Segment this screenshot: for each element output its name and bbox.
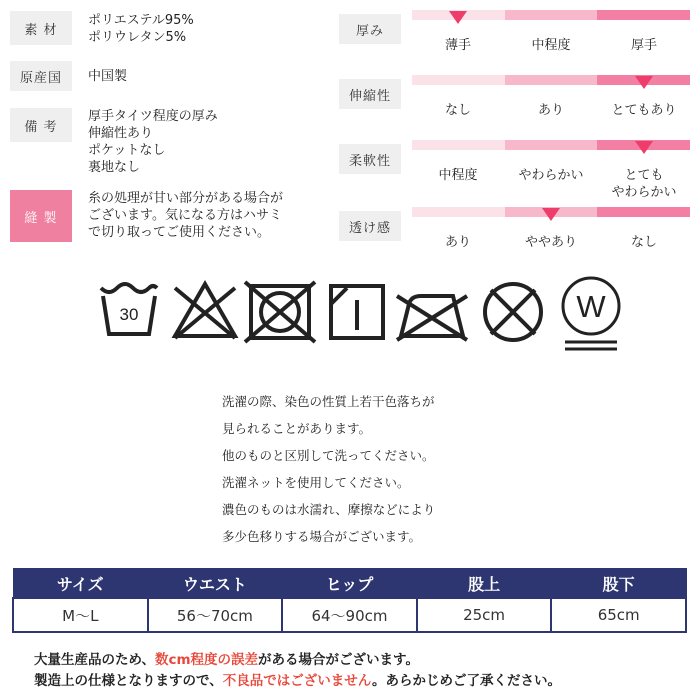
scale-label: 透け感 bbox=[339, 211, 401, 241]
scale-marker-icon bbox=[542, 208, 560, 221]
scale-bar-segment bbox=[597, 10, 690, 20]
care-note: 濃色のものは水濡れ、摩擦などにより bbox=[222, 502, 436, 517]
spec-line: 厚手タイツ程度の厚み bbox=[88, 109, 218, 124]
cell-size: M〜L bbox=[13, 598, 148, 632]
spec-line: ポリウレタン5% bbox=[88, 30, 187, 45]
spec-value-origin bbox=[88, 68, 127, 85]
care-note: 他のものと区別して洗ってください。 bbox=[222, 448, 435, 463]
disclaimer-text: 。あらかじめご了承ください。 bbox=[372, 673, 562, 689]
disclaimer-highlight: 不良品ではございません bbox=[222, 673, 373, 689]
scale-option: 厚手 bbox=[630, 38, 657, 53]
scale-bar-segment bbox=[505, 10, 598, 20]
disclaimer-highlight: 数cm程度の誤差 bbox=[154, 652, 259, 668]
spec-line: ポリエステル95% bbox=[88, 13, 194, 28]
scale-bar-segment bbox=[597, 207, 690, 217]
disclaimer-text: 製造上の仕様となりますので、 bbox=[34, 673, 223, 689]
spec-line: 裏地なし bbox=[88, 160, 141, 175]
wash-temp-label: 30 bbox=[119, 305, 139, 324]
scale-bar-segment bbox=[505, 75, 598, 85]
care-note: 洗濯の際、染色の性質上若干色落ちが bbox=[222, 394, 435, 409]
care-note: 多少色移りする場合がございます。 bbox=[222, 529, 422, 544]
scale-marker-icon bbox=[449, 11, 467, 24]
scale-bar-segment bbox=[412, 75, 505, 85]
wet-clean-icon bbox=[563, 278, 619, 349]
spec-line: 糸の処理が甘い部分がある場合が bbox=[88, 191, 284, 206]
scale-bar-segment bbox=[412, 140, 505, 150]
care-icons-row bbox=[95, 274, 635, 356]
scale-option: なし bbox=[444, 103, 471, 118]
care-notes bbox=[222, 388, 435, 550]
scale-label: 厚み bbox=[339, 14, 401, 44]
size-table-header bbox=[13, 569, 686, 599]
scale-option: 中程度 bbox=[531, 38, 571, 53]
no-bleach-icon bbox=[175, 284, 235, 338]
spec-line: 伸縮性あり bbox=[88, 126, 154, 141]
no-tumble-dry-icon bbox=[245, 282, 315, 342]
scale-option: あり bbox=[444, 235, 471, 250]
size-table bbox=[12, 568, 687, 633]
spec-value-material bbox=[88, 12, 194, 46]
cell-hip: 64〜90cm bbox=[282, 598, 417, 632]
header-hip: ヒップ bbox=[282, 569, 417, 599]
table-row bbox=[13, 598, 686, 632]
scale-marker-icon bbox=[635, 141, 653, 154]
no-dryclean-icon bbox=[485, 284, 541, 340]
scale-option: なし bbox=[630, 235, 657, 250]
wet-clean-letter: W bbox=[576, 289, 606, 324]
scale-label: 柔軟性 bbox=[339, 144, 401, 174]
cell-inseam: 65cm bbox=[551, 598, 686, 632]
disclaimer-line-1 bbox=[34, 648, 419, 668]
scale-marker-icon bbox=[635, 76, 653, 89]
scale-option: 中程度 bbox=[438, 168, 478, 183]
disclaimer-text: がある場合がございます。 bbox=[258, 652, 419, 668]
cell-waist: 56〜70cm bbox=[148, 598, 283, 632]
spec-label-material: 素 材 bbox=[10, 11, 72, 45]
spec-label-sewing: 縫 製 bbox=[10, 190, 72, 242]
disclaimer-line-2 bbox=[34, 669, 561, 689]
scale-option: あり bbox=[537, 103, 564, 118]
scale-option: ややあり bbox=[524, 235, 577, 250]
scale-option: 薄手 bbox=[444, 38, 471, 53]
scale-option: とてもあり bbox=[611, 103, 677, 118]
line-dry-shade-icon bbox=[331, 286, 383, 338]
spec-label-notes: 備 考 bbox=[10, 108, 72, 142]
scale-bar-segment bbox=[505, 140, 598, 150]
header-waist: ウエスト bbox=[148, 569, 283, 599]
care-note: 洗濯ネットを使用してください。 bbox=[222, 475, 410, 490]
scale-label: 伸縮性 bbox=[339, 79, 401, 109]
scale-option: やわらかい bbox=[518, 168, 584, 183]
care-note: 見られることがあります。 bbox=[222, 421, 372, 436]
spec-line: で切り取ってご使用ください。 bbox=[88, 225, 271, 240]
wash-30-icon bbox=[101, 284, 157, 334]
spec-line: ポケットなし bbox=[88, 143, 166, 158]
no-iron-icon bbox=[397, 296, 467, 340]
header-rise: 股上 bbox=[417, 569, 552, 599]
spec-line: 中国製 bbox=[88, 69, 128, 84]
scale-option: とても やわらかい bbox=[611, 168, 677, 200]
header-inseam: 股下 bbox=[551, 569, 686, 599]
spec-line: ございます。気になる方はハサミ bbox=[88, 208, 282, 223]
spec-value-notes bbox=[88, 108, 218, 176]
header-size: サイズ bbox=[13, 569, 148, 599]
spec-value-sewing bbox=[88, 190, 283, 241]
scale-bar-segment bbox=[412, 207, 505, 217]
spec-label-origin: 原産国 bbox=[10, 61, 72, 91]
cell-rise: 25cm bbox=[417, 598, 552, 632]
disclaimer-text: 大量生産品のため、 bbox=[34, 652, 155, 668]
